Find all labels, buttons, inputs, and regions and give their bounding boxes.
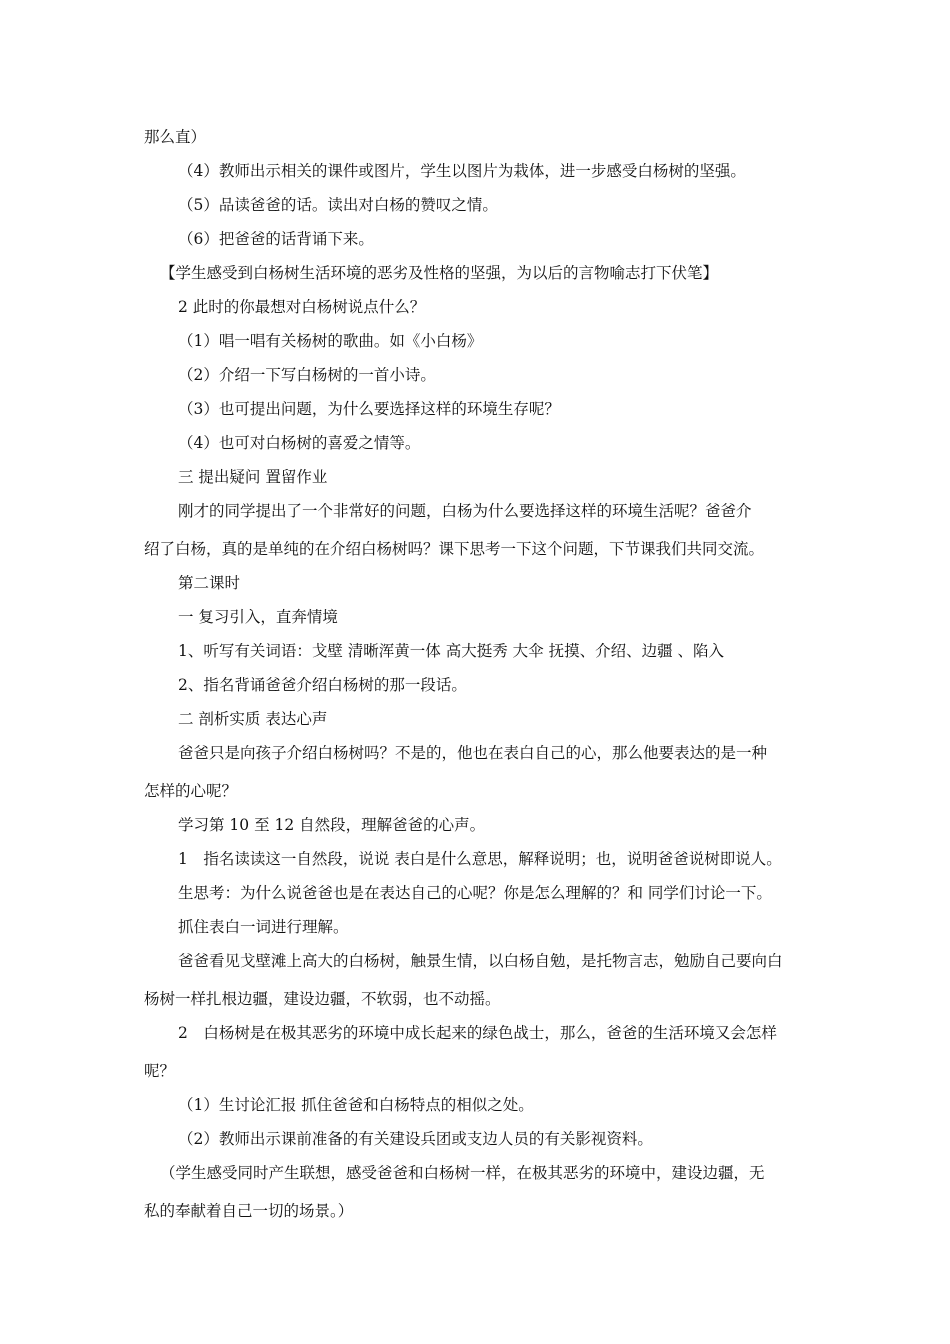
text-line: （4）也可对白杨树的喜爱之情等。 [178,434,421,452]
text-line: 1 指名读读这一自然段，说说 表白是什么意思，解释说明；也，说明爸爸说树即说人。 [178,850,782,868]
text-line: 学习第 10 至 12 自然段，理解爸爸的心声。 [178,816,486,834]
text-line: 绍了白杨，真的是单纯的在介绍白杨树吗？课下思考一下这个问题，下节课我们共同交流。 [144,540,765,558]
text-line: 杨树一样扎根边疆，建设边疆，不软弱，也不动摇。 [144,990,501,1008]
text-line: 怎样的心呢？ [144,782,238,800]
text-line: 爸爸只是向孩子介绍白杨树吗？不是的，他也在表白自己的心，那么他要表达的是一种 [178,744,768,762]
text-line: 刚才的同学提出了一个非常好的问题，白杨为什么要选择这样的环境生活呢？爸爸介 [178,502,752,520]
text-line: 爸爸看见戈壁滩上高大的白杨树，触景生情，以白杨自勉，是托物言志，勉励自己要向白 [178,952,783,970]
text-line: （3）也可提出问题，为什么要选择这样的环境生存呢？ [178,400,560,418]
text-line: 那么直） [144,128,207,146]
text-line: （1）唱一唱有关杨树的歌曲。如《小白杨》 [178,332,483,350]
text-line: 生思考：为什么说爸爸也是在表达自己的心呢？你是怎么理解的？和 同学们讨论一下。 [178,884,772,902]
text-line: （1）生讨论汇报 抓住爸爸和白杨特点的相似之处。 [178,1096,534,1114]
text-line: 2 白杨树是在极其恶劣的环境中成长起来的绿色战士，那么，爸爸的生活环境又会怎样 [178,1024,777,1042]
text-line: 【学生感受到白杨树生活环境的恶劣及性格的坚强，为以后的言物喻志打下伏笔】 [160,264,719,282]
text-line: （2）教师出示课前准备的有关建设兵团或支边人员的有关影视资料。 [178,1130,653,1148]
section-heading: 二 剖析实质 表达心声 [178,710,328,728]
section-heading: 一 复习引入，直奔情境 [178,608,338,626]
text-line: （6）把爸爸的话背诵下来。 [178,230,374,248]
text-line: 抓住表白一词进行理解。 [178,918,349,936]
text-line: （2）介绍一下写白杨树的一首小诗。 [178,366,436,384]
text-line: （学生感受同时产生联想，感受爸爸和白杨树一样，在极其恶劣的环境中，建设边疆，无 [160,1164,765,1182]
text-line: （4）教师出示相关的课件或图片，学生以图片为栽体，进一步感受白杨树的坚强。 [178,162,746,180]
text-line: 1、听写有关词语：戈壁 清晰浑黄一体 高大挺秀 大伞 抚摸、介绍、边疆 、陷入 [178,642,724,660]
text-line: 2 此时的你最想对白杨树说点什么？ [178,298,426,316]
text-line: 呢？ [144,1062,176,1080]
section-heading: 三 提出疑问 置留作业 [178,468,328,486]
text-line: 私的奉献着自己一切的场景。） [144,1202,354,1220]
section-heading: 第二课时 [178,574,241,592]
text-line: （5）品读爸爸的话。读出对白杨的赞叹之情。 [178,196,498,214]
text-line: 2、指名背诵爸爸介绍白杨树的那一段话。 [178,676,467,694]
